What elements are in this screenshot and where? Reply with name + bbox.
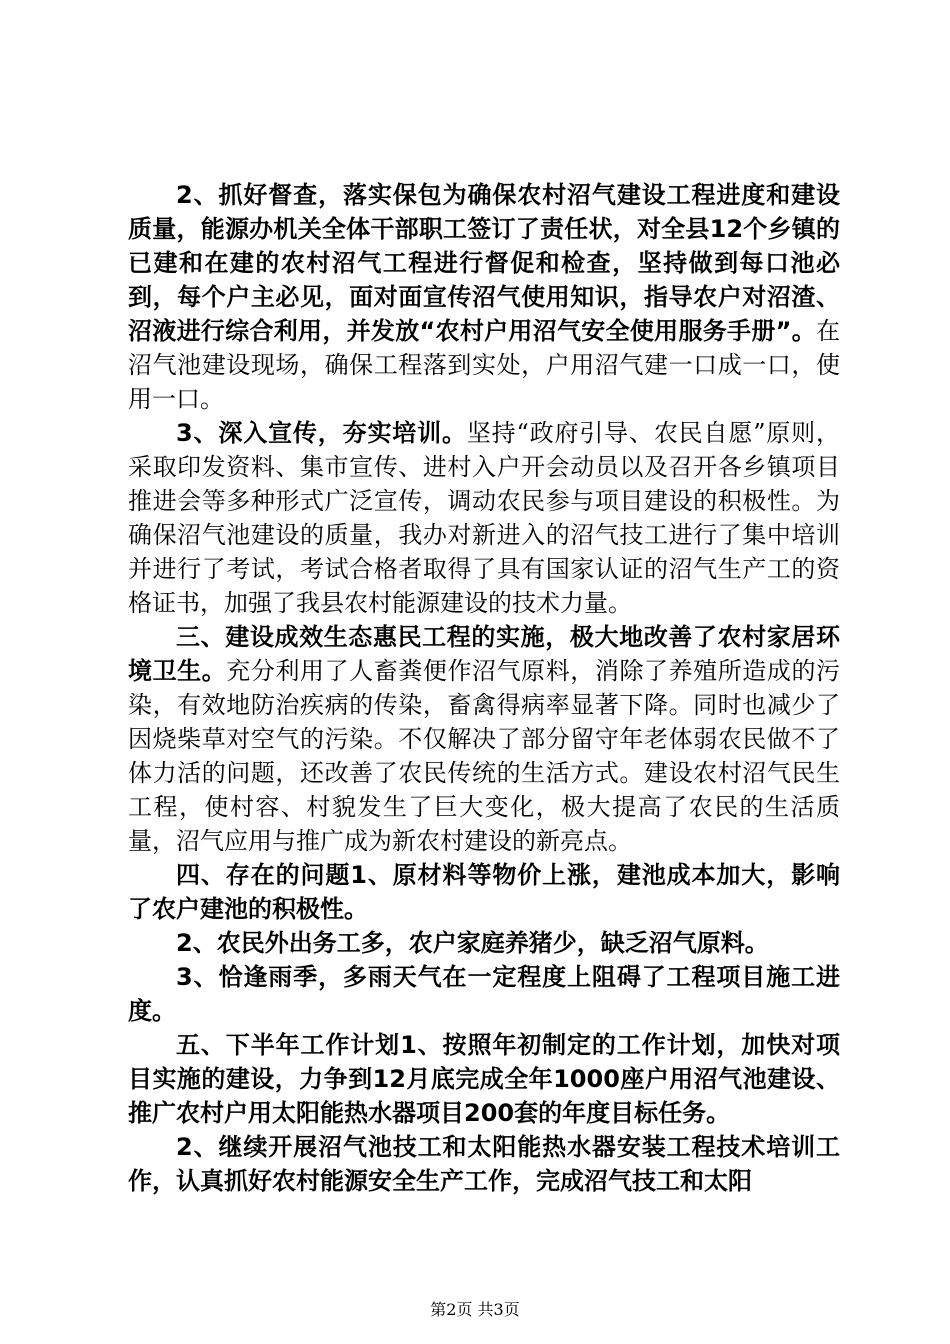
paragraph-supervision	[128, 178, 840, 416]
page-number-footer: 第2页 共3页	[430, 1300, 520, 1319]
paragraph-supervision-lead: 2、抓好督查，落实保包为确保农村沼气建设工程进度和建设质量，能源办机关全体干部职工签订了责任状，对全县12个乡镇的已建和在建的农村沼气工程进行督促和检查，坚持做到每口池必到，每个户主必见，面对面宣传沼气使用知识，指导农户对沼渣、沼液进行综合利用，并发放“农村户用沼气安全使用服务手册”。	[128, 181, 840, 345]
paragraph-supervision-body: 在沼气池建设现场，确保工程落到实处，户用沼气建一口成一口，使用一口。	[128, 317, 840, 413]
paragraph-publicity-training	[128, 416, 840, 620]
paragraph-publicity-training-body: 坚持“政府引导、农民自愿”原则，采取印发资料、集市宣传、进村入户开会动员以及召开各乡镇项目推进会等多种形式广泛宣传，调动农民参与项目建设的积极性。为确保沼气池建设的质量，我办对新进入的沼气技工进行了集中培训并进行了考试，考试合格者取得了具有国家认证的沼气生产工的资格证书，加强了我县农村能源建设的技术力量。	[128, 419, 840, 617]
paragraph-publicity-training-lead: 3、深入宣传，夯实培训。	[176, 419, 467, 447]
paragraph-results-body: 充分利用了人畜粪便作沼气原料，消除了养殖所造成的污染，有效地防治疾病的传染，畜禽得病率显著下降。同时也减少了因烧柴草对空气的污染。不仅解决了部分留守年老体弱农民做不了体力活的问题，还改善了农民传统的生活方式。建设农村沼气民生工程，使村容、村貌发生了巨大变化，极大提高了农民的生活质量，沼气应用与推广成为新农村建设的新亮点。	[128, 657, 841, 855]
paragraph-plan-1: 五、下半年工作计划1、按照年初制定的工作计划，加快对项目实施的建设，力争到12月底完成全年1000座户用沼气池建设、推广农村户用太阳能热水器项目200套的年度目标任务。	[128, 1031, 840, 1127]
paragraph-results-lead: 三、建设成效生态惠民工程的实施，极大地改善了农村家居环境卫生。	[128, 623, 840, 685]
paragraph-problems-1: 四、存在的问题1、原材料等物价上涨，建池成本加大，影响了农户建池的积极性。	[128, 861, 840, 923]
paragraph-plan-2: 2、继续开展沼气池技工和太阳能热水器安装工程技术培训工作，认真抓好农村能源安全生产工作，完成沼气技工和太阳	[128, 1133, 840, 1195]
paragraph-results	[128, 620, 840, 858]
document-body	[128, 178, 840, 1198]
paragraph-problems-3: 3、恰逢雨季，多雨天气在一定程度上阻碍了工程项目施工进度。	[128, 963, 840, 1025]
paragraph-problems-2: 2、农民外出务工多，农户家庭养猪少，缺乏沼气原料。	[176, 929, 769, 957]
